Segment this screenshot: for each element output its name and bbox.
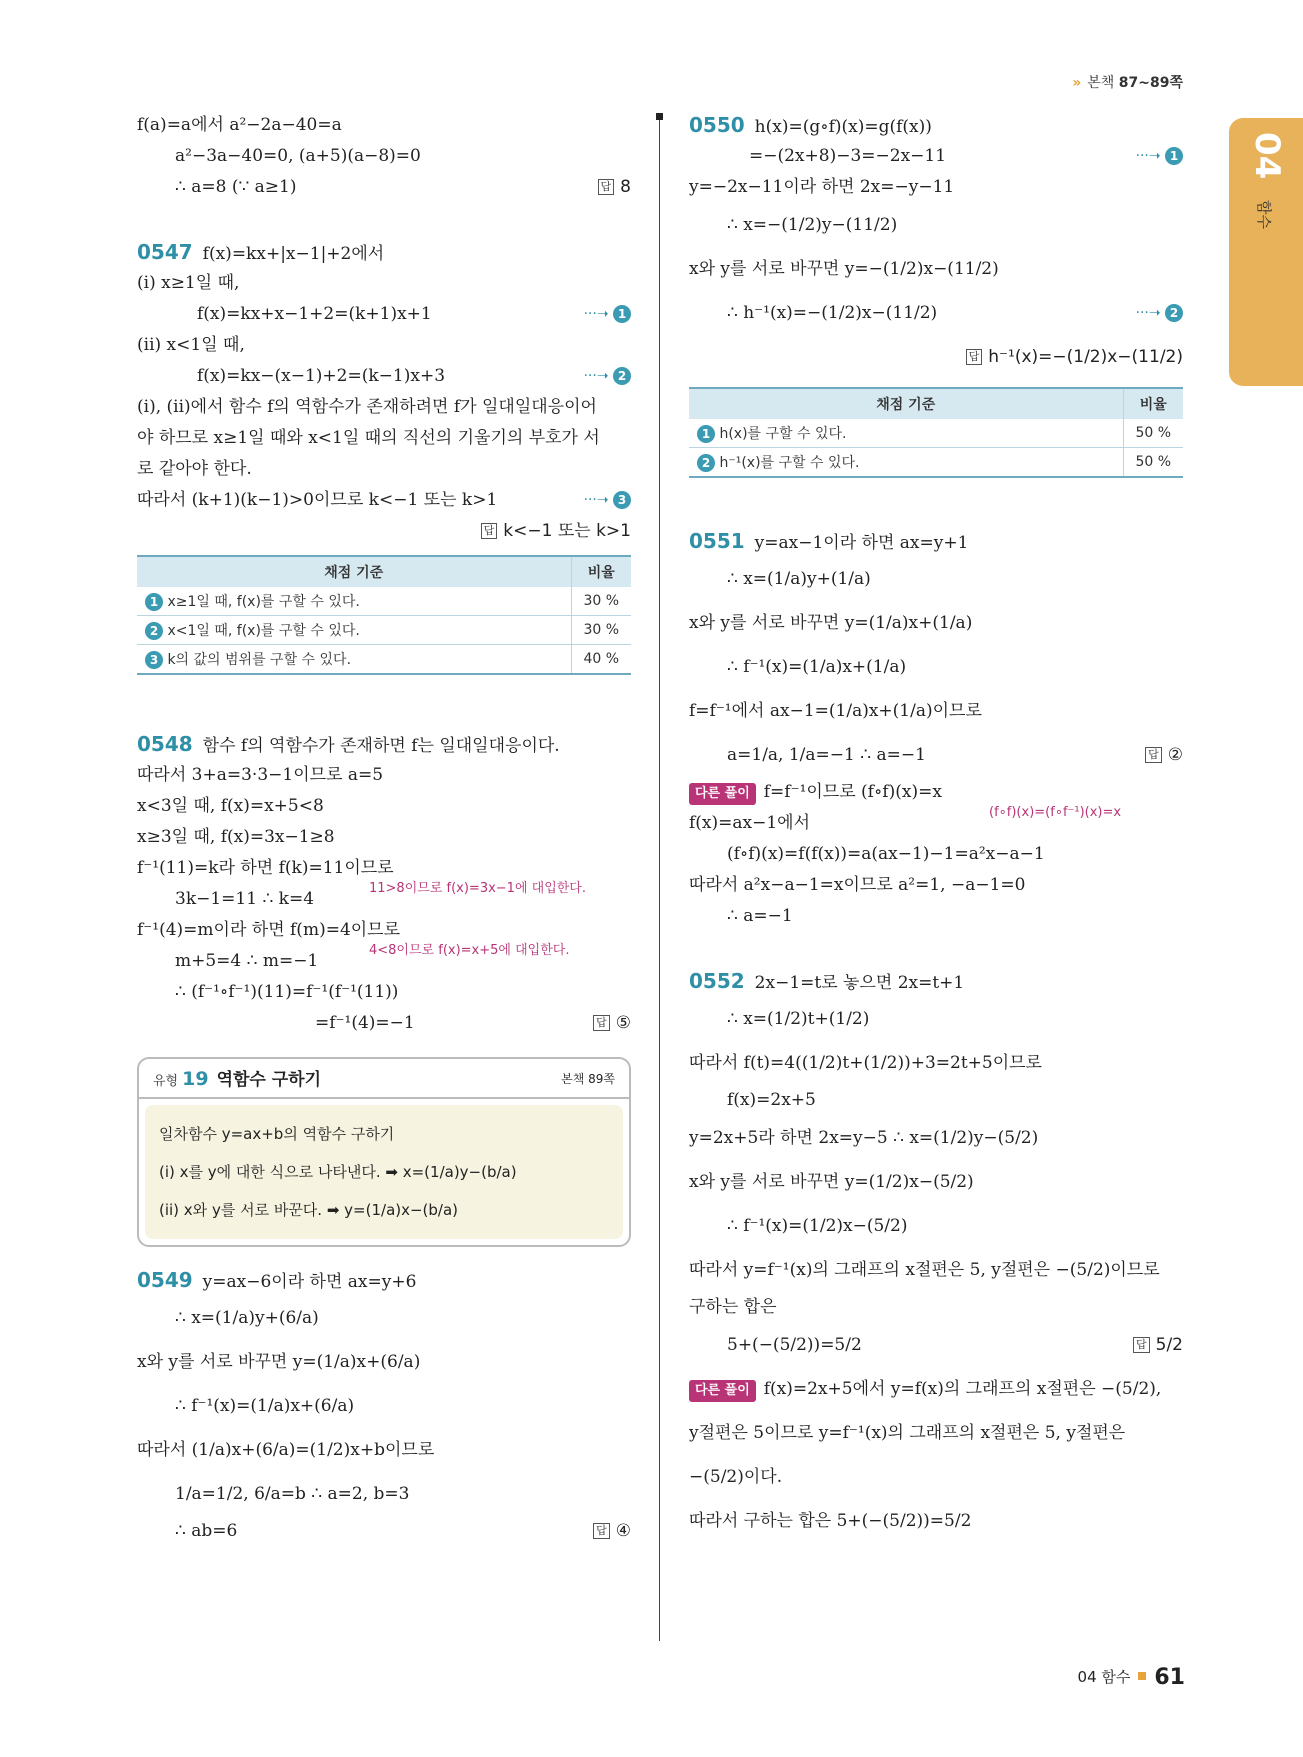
- intro-line-3: ∴ a=8 (∵ a≥1) 답 8: [137, 172, 631, 203]
- hint-note: 4<8이므로 f(x)=x+5에 대입한다.: [369, 943, 570, 958]
- alternative-solution-badge: 다른 풀이: [689, 1380, 756, 1402]
- alternative-solution-badge: 다른 풀이: [689, 783, 756, 805]
- type-summary-box: 유형 19 역함수 구하기 본책 89쪽 일차함수 y=ax+b의 역함수 구하기 (i) x를 y에 대한 식으로 나타낸다. ➡ x=(1/a)y−(b/a) (ii) x와 y를 서로 바꾼다. ➡ y=(1/a)x−(b/a): [137, 1057, 631, 1247]
- table-row: 1 h(x)를 구할 수 있다. 50 %: [689, 419, 1183, 448]
- book-page-ref: 본책 89쪽: [561, 1072, 615, 1086]
- table-row: 2 x<1일 때, f(x)를 구할 수 있다. 30 %: [137, 616, 631, 645]
- left-column: f(a)=a에서 a²−2a−40=a a²−3a−40=0, (a+5)(a−8)=0 ∴ a=8 (∵ a≥1) 답 8 0547 f(x)=kx+|x−1|+2에서 (i) x≥1일 때, f(x)=kx+x−1+2=(k+1)x+1 ···➝ 1 (ii) x<1일 때, f(x)=kx−(x−1)+2=(k−1)x+3 ···➝ 2 (i), (ii)에서 함수 f의 역함수가 존재하려면 f가 일대일대응이어 야 하므로 x≥1일 때와 x<1일 때의 직선의 기울기의 부호가 서 로 같아야 한다. 따라서 (k+1)(k−1)>0이므로 k<−1 또는 k>1 ···➝ 3 답 k<−1 또는 k>1 채점 기준 비율 1 x≥1일 때, f(x)를 구할 수 있다. 30 % 2 x<1일 때, f(x)를 구할 수 있다. 30 % 3 k의 값의 범위를 구할 수 있다. 40 % 0548 함수 f의 역함수가 존재하면 f는 일대일대응이다. 따라서 3+a=3·3−1이므로 a=5 x<3일 때, f(x)=x+5<8 x≥3일 때, f(x)=3x−1≥8 f⁻¹(11)=k라 하면 f(k)=11이므로 11>8이므로 f(x)=3x−1에 대입한다. 3k−1=11 ∴ k=4 f⁻¹(4)=m이라 하면 f(m)=4이므로 4<8이므로 f(x)=x+5에 대입한다. m+5=4 ∴ m=−1 ∴ (f⁻¹∘f⁻¹)(11)=f⁻¹(f⁻¹(11)) =f⁻¹(4)=−1 답 ⑤ 유형 19 역함수 구하기 본책 89쪽 일차함수 y=ax+b의 역함수 구하기 (i) x를 y에 대한 식으로 나타낸다. ➡ x=(1/a)y−(b/a) (ii) x와 y를 서로 바꾼다. ➡ y=(1/a)x−(b/a) 0549 y=ax−6이라 하면 ax=y+6 ∴ x=(1/a)y+(6/a) x와 y를 서로 바꾸면 y=(1/a)x+(6/a) ∴ f⁻¹(x)=(1/a)x+(6/a) 따라서 (1/a)x+(6/a)=(1/2)x+b이므로 1/a=1/2, 6/a=b ∴ a=2, b=3 ∴ ab=6 답 ④: [137, 110, 631, 1547]
- right-column: 0550 h(x)=(g∘f)(x)=g(f(x)) =−(2x+8)−3=−2x−11 ···➝ 1 y=−2x−11이라 하면 2x=−y−11 ∴ x=−(1/2)y−(11/2) x와 y를 서로 바꾸면 y=−(1/2)x−(11/2) ∴ h⁻¹(x)=−(1/2)x−(11/2) ···➝ 2 답 h⁻¹(x)=−(1/2)x−(11/2) 채점 기준 비율 1 h(x)를 구할 수 있다. 50 % 2 h⁻¹(x)를 구할 수 있다. 50 % 0551 y=ax−1이라 하면 ax=y+1 ∴ x=(1/a)y+(1/a) x와 y를 서로 바꾸면 y=(1/a)x+(1/a) ∴ f⁻¹(x)=(1/a)x+(1/a) f=f⁻¹에서 ax−1=(1/a)x+(1/a)이므로 a=1/a, 1/a=−1 ∴ a=−1 답 ② 다른 풀이 f=f⁻¹이므로 (f∘f)(x)=x (f∘f)(x)=(f∘f⁻¹)(x)=x f(x)=ax−1에서 (f∘f)(x)=f(f(x))=a(ax−1)−1=a²x−a−1 따라서 a²x−a−1=x이므로 a²=1, −a−1=0 ∴ a=−1 0552 2x−1=t로 놓으면 2x=t+1 ∴ x=(1/2)t+(1/2) 따라서 f(t)=4((1/2)t+(1/2))+3=2t+5이므로 f(x)=2x+5 y=2x+5라 하면 2x=y−5 ∴ x=(1/2)y−(5/2) x와 y를 서로 바꾸면 y=(1/2)x−(5/2) ∴ f⁻¹(x)=(1/2)x−(5/2) 따라서 y=f⁻¹(x)의 그래프의 x절편은 5, y절편은 −(5/2)이므로 구하는 합은 5+(−(5/2))=5/2 답 5/2 다른 풀이 f(x)=2x+5에서 y=f(x)의 그래프의 x절편은 −(5/2), y절편은 5이므로 y=f⁻¹(x)의 그래프의 x절편은 5, y절편은 −(5/2)이다. 따라서 구하는 합은 5+(−(5/2))=5/2: [689, 110, 1183, 1543]
- answer-label: 답 ②: [1145, 733, 1183, 777]
- chapter-side-tab[interactable]: 04 함수: [1229, 118, 1303, 386]
- header-book-reference: » 본책 87~89쪽: [1072, 75, 1183, 91]
- table-row: 1 x≥1일 때, f(x)를 구할 수 있다. 30 %: [137, 587, 631, 616]
- answer-label: 답 5/2: [1133, 1323, 1183, 1367]
- answer-label: 답 8: [598, 172, 631, 203]
- table-row: 2 h⁻¹(x)를 구할 수 있다. 50 %: [689, 448, 1183, 478]
- grading-table-0550: 채점 기준 비율 1 h(x)를 구할 수 있다. 50 % 2 h⁻¹(x)를 구할 수 있다. 50 %: [689, 387, 1183, 478]
- problem-0550: 0550 h(x)=(g∘f)(x)=g(f(x)): [689, 113, 932, 137]
- page-footer: 04 함수 61: [1077, 1665, 1185, 1690]
- intro-line-1: f(a)=a에서 a²−2a−40=a: [137, 115, 342, 135]
- intro-line-2: a²−3a−40=0, (a+5)(a−8)=0: [175, 146, 421, 166]
- divider-marker: [656, 113, 663, 120]
- problem-0551: 0551 y=ax−1이라 하면 ax=y+1: [689, 529, 969, 553]
- answer-label: 답 k<−1 또는 k>1: [481, 516, 631, 547]
- step-2-marker: 2: [613, 367, 631, 385]
- footer-square-icon: [1138, 1672, 1146, 1680]
- chevron-icon: »: [1072, 75, 1082, 91]
- answer-label: 답 ④: [593, 1516, 631, 1547]
- step-1-marker: 1: [613, 305, 631, 323]
- answer-label: 답 h⁻¹(x)=−(1/2)x−(11/2): [966, 335, 1183, 379]
- table-row: 3 k의 값의 범위를 구할 수 있다. 40 %: [137, 645, 631, 675]
- page-number: 61: [1154, 1665, 1185, 1690]
- answer-label: 답 ⑤: [593, 1008, 631, 1039]
- column-divider: [659, 116, 660, 1641]
- problem-0547: 0547 f(x)=kx+|x−1|+2에서: [137, 240, 385, 264]
- problem-0548: 0548 함수 f의 역함수가 존재하면 f는 일대일대응이다.: [137, 732, 560, 756]
- step-3-marker: 3: [613, 491, 631, 509]
- problem-0552: 0552 2x−1=t로 놓으면 2x=t+1: [689, 969, 965, 993]
- grading-table-0547: 채점 기준 비율 1 x≥1일 때, f(x)를 구할 수 있다. 30 % 2 x<1일 때, f(x)를 구할 수 있다. 30 % 3 k의 값의 범위를 구할 수 있다. 40 %: [137, 555, 631, 675]
- hint-note: 11>8이므로 f(x)=3x−1에 대입한다.: [369, 881, 587, 896]
- problem-0549: 0549 y=ax−6이라 하면 ax=y+6: [137, 1268, 417, 1292]
